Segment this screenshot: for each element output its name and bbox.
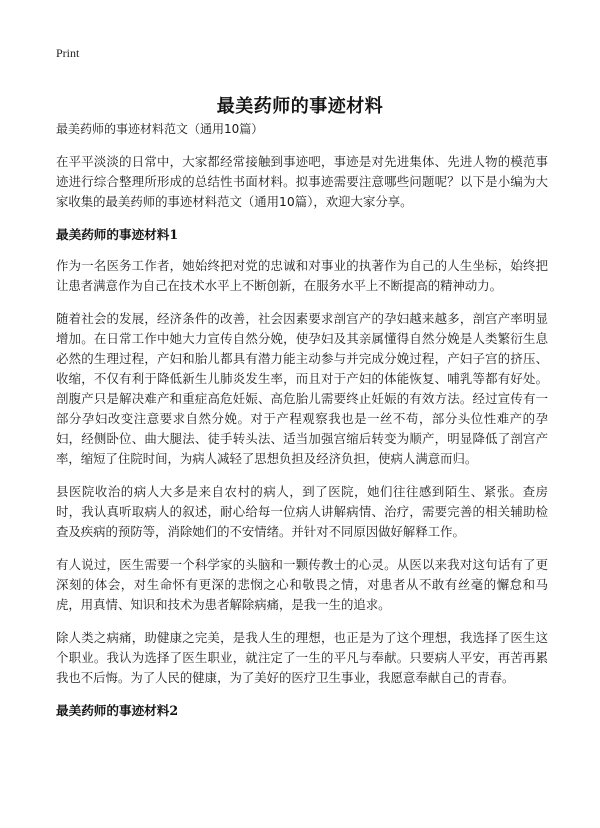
section-1-paragraph: 作为一名医务工作者，她始终把对党的忠诚和对事业的执著作为自己的人生坐标，始终把让患者满意作为自己在技术水平上不断创新，在服务水平上不断提高的精神动力。 xyxy=(56,258,548,293)
section-1-paragraph: 有人说过，医生需要一个科学家的头脑和一颗传教士的心灵。从医以来我对这句话有了更深刻的体会，对生命怀有更深的悲悯之心和敬畏之情，对患者从不敢有丝毫的懈怠和马虎，用真情、知识和技术为患者解除病痛，是我一生的追求。 xyxy=(56,557,548,612)
section-1-heading: 最美药师的事迹材料1 xyxy=(56,227,179,242)
document-subtitle: 最美药师的事迹材料范文（通用10篇） xyxy=(56,122,264,136)
document-title: 最美药师的事迹材料 xyxy=(216,96,384,118)
document-body xyxy=(56,120,548,732)
section-2-heading: 最美药师的事迹材料2 xyxy=(56,703,179,718)
section-1-paragraph: 县医院收治的病人大多是来自农村的病人，到了医院，她们往往感到陌生、紧张。查房时，我认真听取病人的叙述，耐心给每一位病人讲解病情、治疗，需要完善的相关辅助检查及疾病的预防等，消除她们的不安情绪。并针对不同原因做好解释工作。 xyxy=(56,484,548,539)
print-label: Print xyxy=(56,46,80,60)
intro-paragraph: 在平平淡淡的日常中，大家都经常接触到事迹吧，事迹是对先进集体、先进人物的模范事迹进行综合整理所形成的总结性书面材料。拟事迹需要注意哪些问题呢？以下是小编为大家收集的最美药师的事迹材料范文（通用10篇），欢迎大家分享。 xyxy=(56,154,548,209)
section-1-paragraph: 除人类之病痛，助健康之完美，是我人生的理想，也正是为了这个理想，我选择了医生这个职业。我认为选择了医生职业，就注定了一生的平凡与奉献。只要病人平安，再苦再累我也不后悔。为了人民的健康，为了美好的医疗卫生事业，我愿意奉献自己的青春。 xyxy=(56,630,548,685)
section-1-paragraph: 随着社会的发展，经济条件的改善，社会因素要求剖宫产的孕妇越来越多，剖宫产率明显增加。在日常工作中她大力宣传自然分娩，使孕妇及其亲属懂得自然分娩是人类繁衍生息必然的生理过程，产妇和胎儿都具有潜力能主动参与并完成分娩过程，产妇子宫的挤压、收缩，不仅有利于降低新生儿肺炎发生率，而且对于产妇的体能恢复、哺乳等都有好处。剖腹产只是解决难产和重症高危妊娠、高危胎儿需要终止妊娠的有效方法。经过宣传有一部分孕妇改变注意要求自然分娩。对于产程观察我也是一丝不苟，部分头位性难产的孕妇，经侧卧位、曲大腿法、徒手转头法、适当加强宫缩后转变为顺产，明显降低了剖宫产率，缩短了住院时间，为病人减轻了思想负担及经济负担，使病人满意而归。 xyxy=(56,311,548,466)
